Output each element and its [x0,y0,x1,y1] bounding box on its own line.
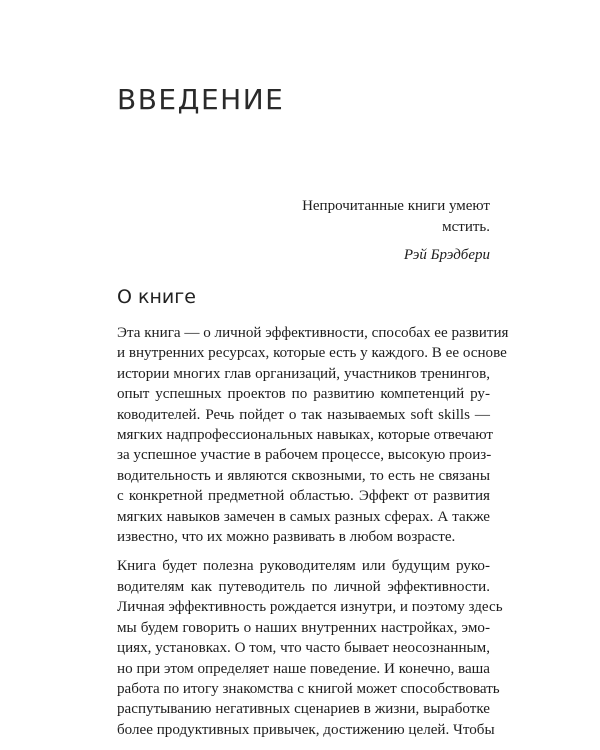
text-line: Книга будет полезна руководителям или будущим руко- [117,558,490,575]
text-line: истории многих глав организаций, участников тренингов, [117,365,490,382]
chapter-title: ВВЕДЕНИЕ [117,83,285,116]
text-line: Эта книга — о личной эффективности, способах ее развития [117,325,509,341]
epigraph-quote-line: Непрочитанные книги умеют [302,198,490,214]
text-line: водителям как путеводитель по личной эффективности. [117,578,490,595]
text-line: известно, что их можно развивать в любом возрасте. [117,529,456,546]
text-line: более продуктивных привычек, достижению целей. Чтобы [117,721,495,738]
text-line: мягких надпрофессиональных навыках, которые отвечают [117,427,494,444]
section-heading: О книге [117,286,196,308]
text-line: мы будем говорить о наших внутренних настройках, эмо- [117,619,490,636]
text-line: работа по итогу знакомства с книгой может способствовать [117,680,500,697]
paragraph-2 [117,556,503,740]
text-line: Личная эффективность рождается изнутри, и поэтому здесь [117,599,503,616]
epigraph-author: Рэй Брэдбери [403,247,490,263]
text-line: и внутренних ресурсах, которые есть у каждого. В ее основе [117,345,507,362]
body-text [117,323,509,740]
text-line: опыт успешных проектов по развитию компетенций ру- [117,386,490,403]
text-line: ководителей. Речь пойдет о так называемых soft skills — [117,406,490,423]
text-line: водительность и являются сквозными, то есть не связаны [117,467,490,484]
text-line: распутыванию негативных сценариев в жизни, выработке [117,701,490,718]
epigraph [260,196,490,265]
text-line: с конкретной предметной областью. Эффект от развития [117,488,490,505]
text-line: за успешное участие в рабочем процессе, высокую произ- [117,447,492,464]
text-line: циях, установках. О том, что часто бывает неосознанным, [117,640,490,657]
epigraph-quote-line: мстить. [442,219,490,235]
text-line: мягких навыков замечен в самых разных сферах. А также [117,508,490,525]
paragraph-1 [117,323,509,547]
epigraph-quote [260,196,490,238]
text-line: но при этом определяет наше поведение. И конечно, ваша [117,660,490,677]
